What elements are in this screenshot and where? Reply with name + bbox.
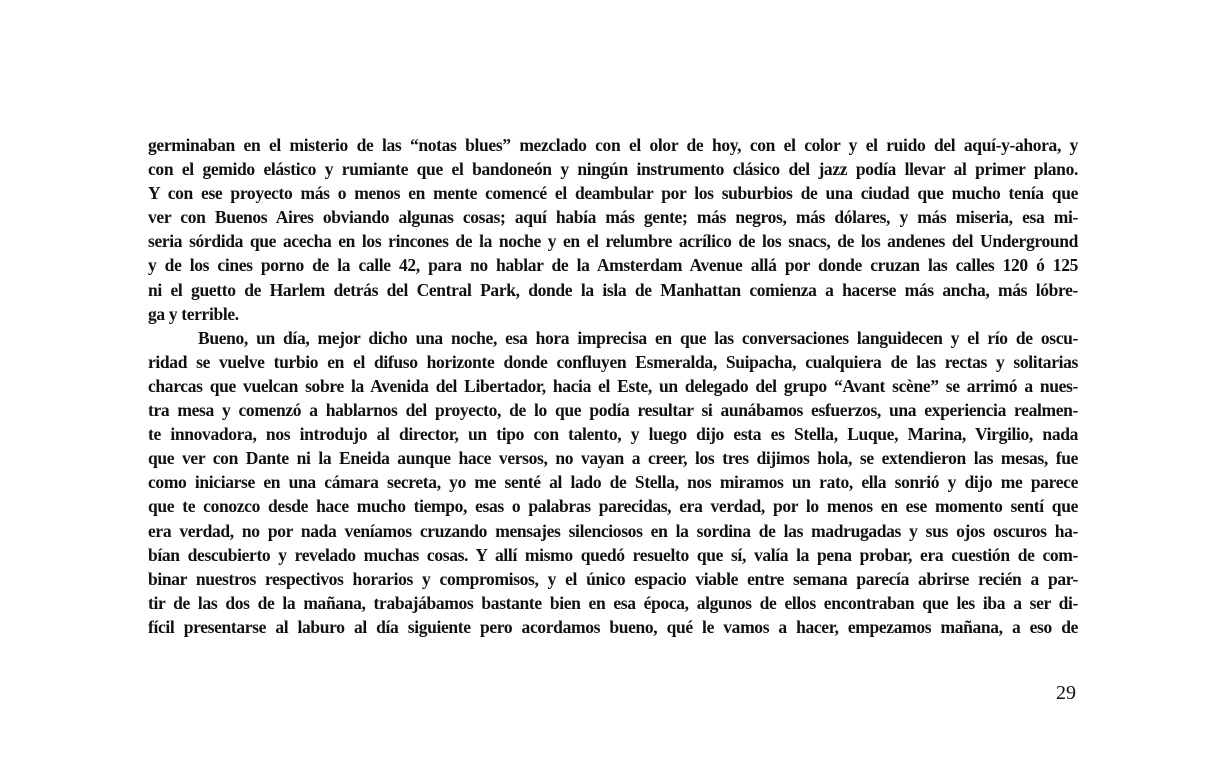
body-text xyxy=(148,133,1078,639)
text-line: era verdad, no por nada veníamos cruzando mensajes silenciosos en la sordina de las madrugadas y sus ojos oscuros ha- xyxy=(148,520,1078,541)
text-line: ga y terrible. xyxy=(148,303,239,324)
page-number: 29 xyxy=(1056,682,1076,704)
text-line: Y con ese proyecto más o menos en mente comencé el deambular por los suburbios de una ciudad que mucho tenía que xyxy=(148,183,1078,204)
text-line: seria sórdida que acecha en los rincones de la noche y en el relumbre acrílico de los snacs, de los andenes del Underground xyxy=(148,231,1078,252)
text-line: que ver con Dante ni la Eneida aunque hace versos, no vayan a creer, los tres dijimos hola, se extendieron las mesas, fue xyxy=(148,448,1078,469)
text-line: binar nuestros respectivos horarios y compromisos, y el único espacio viable entre semana parecía abrirse recién a par- xyxy=(148,568,1078,589)
text-line: ver con Buenos Aires obviando algunas cosas; aquí había más gente; más negros, más dólares, y más miseria, esa mi- xyxy=(148,207,1078,228)
text-line: charcas que vuelcan sobre la Avenida del Libertador, hacia el Este, un delegado del grupo “Avant scène” se arrimó a nues- xyxy=(148,375,1078,396)
text-line: que te conozco desde hace mucho tiempo, esas o palabras parecidas, era verdad, por lo menos en ese momento sentí que xyxy=(148,496,1078,517)
text-line: tir de las dos de la mañana, trabajábamos bastante bien en esa época, algunos de ellos encontraban que les iba a ser di- xyxy=(148,592,1078,613)
text-line: fícil presentarse al laburo al día siguiente pero acordamos bueno, qué le vamos a hacer, empezamos mañana, a eso de xyxy=(148,616,1078,637)
text-line: Bueno, un día, mejor dicho una noche, esa hora imprecisa en que las conversaciones languidecen y el río de oscu- xyxy=(198,327,1078,348)
text-line: bían descubierto y revelado muchas cosas. Y allí mismo quedó resuelto que sí, valía la pena probar, era cuestión de com- xyxy=(148,544,1078,565)
text-line: ni el guetto de Harlem detrás del Central Park, donde la isla de Manhattan comienza a hacerse más ancha, más lóbre- xyxy=(148,279,1078,300)
text-line: te innovadora, nos introdujo al director, un tipo con talento, y luego dijo esta es Stella, Luque, Marina, Virgilio, nada xyxy=(148,424,1078,445)
text-line: como iniciarse en una cámara secreta, yo me senté al lado de Stella, nos miramos un rato, ella sonrió y dijo me parece xyxy=(148,472,1078,493)
text-line: tra mesa y comenzó a hablarnos del proyecto, de lo que podía resultar si aunábamos esfuerzos, una experiencia realmen- xyxy=(148,400,1078,421)
text-line: germinaban en el misterio de las “notas blues” mezclado con el olor de hoy, con el color y el ruido del aquí-y-ahora, y xyxy=(148,135,1078,155)
text-line: ridad se vuelve turbio en el difuso horizonte donde confluyen Esmeralda, Suipacha, cualquiera de las rectas y solitarias xyxy=(148,351,1078,372)
text-line: y de los cines porno de la calle 42, para no hablar de la Amsterdam Avenue allá por donde cruzan las calles 120 ó 125 xyxy=(148,255,1078,276)
text-line: con el gemido elástico y rumiante que el bandoneón y ningún instrumento clásico del jazz podía llevar al primer plano. xyxy=(148,159,1078,180)
